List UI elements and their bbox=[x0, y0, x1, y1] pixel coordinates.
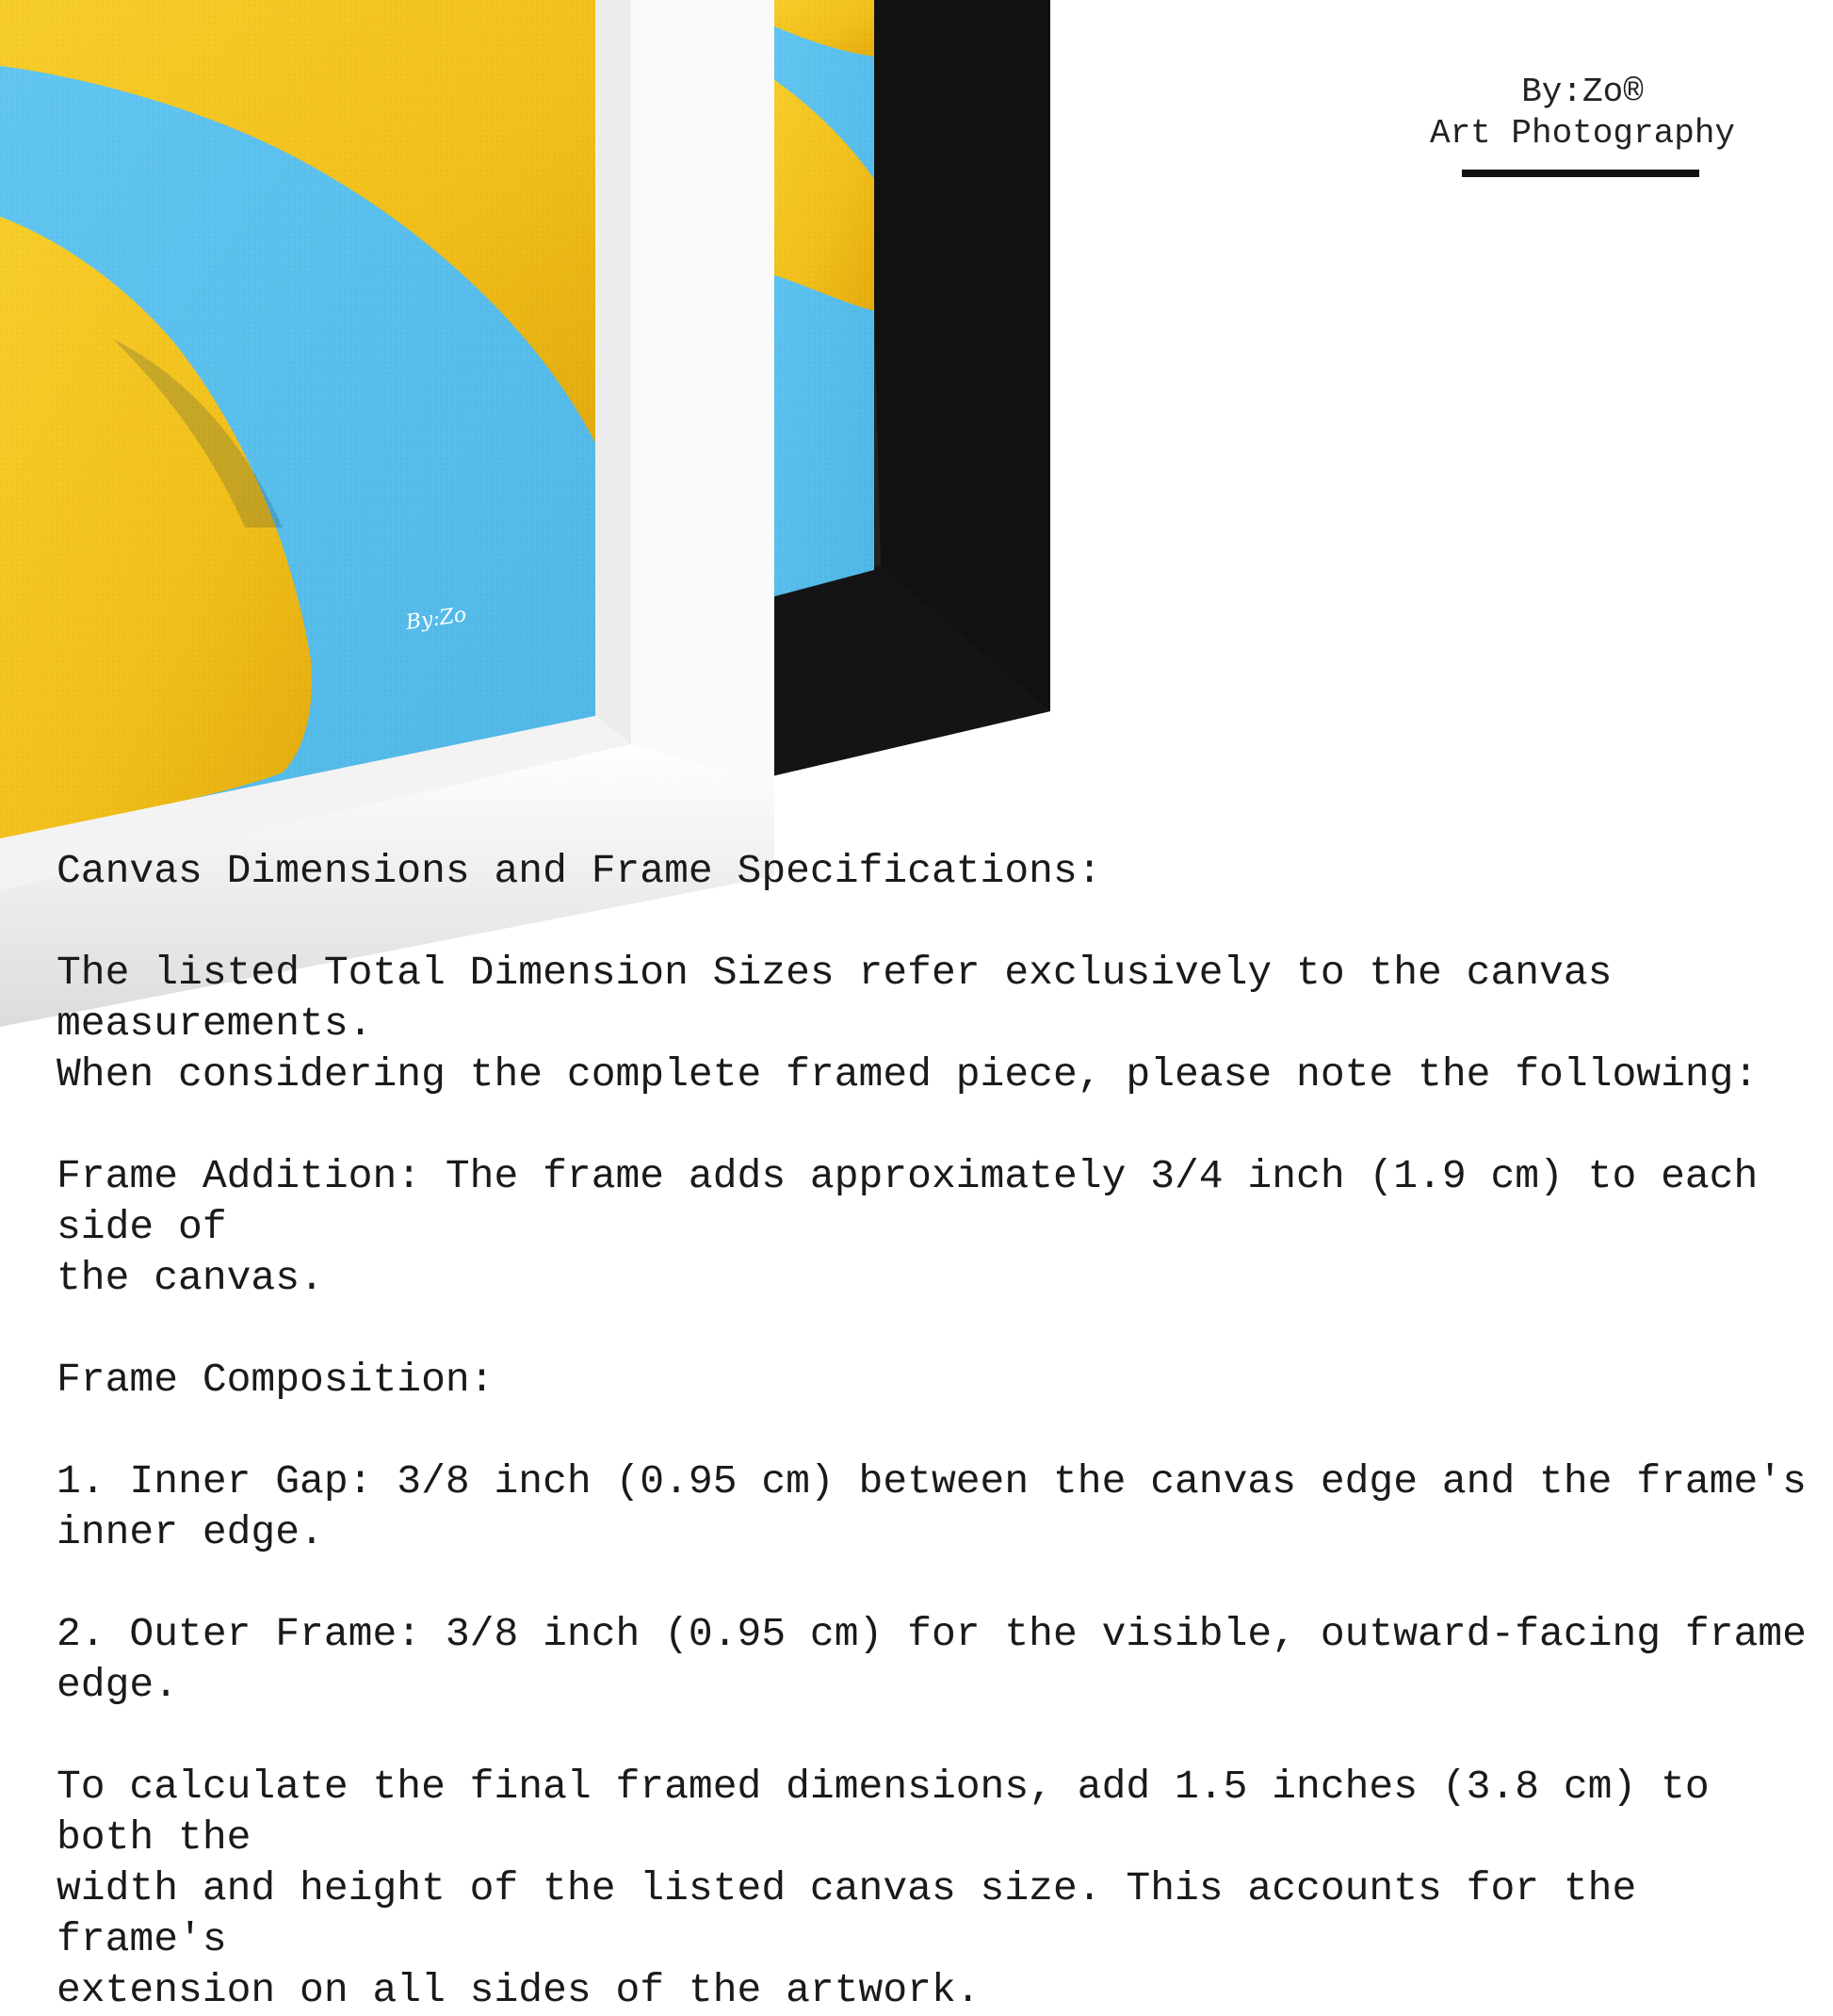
inner-gap-line-1: 1. Inner Gap: 3/8 inch (0.95 cm) between the canvas edge and the frame's bbox=[57, 1458, 1807, 1504]
specs-heading: Canvas Dimensions and Frame Specifications: bbox=[57, 848, 1102, 894]
specs-intro-line-2: When considering the complete framed piece, please note the following: bbox=[57, 1051, 1759, 1097]
specs-intro-line-1: The listed Total Dimension Sizes refer exclusively to the canvas measurements. bbox=[57, 950, 1613, 1047]
specifications-text bbox=[57, 846, 1818, 2016]
brand-logo bbox=[1394, 72, 1771, 154]
calculation-line-3: extension on all sides of the artwork. bbox=[57, 1967, 981, 2013]
frame-addition-line-2: the canvas. bbox=[57, 1255, 324, 1301]
white-frame-canvas bbox=[0, 0, 595, 838]
frame-addition-line-1: Frame Addition: The frame adds approximately 3/4 inch (1.9 cm) to each side of bbox=[57, 1153, 1759, 1250]
calculation-line-2: width and height of the listed canvas size. This accounts for the frame's bbox=[57, 1865, 1637, 1962]
outer-frame-line: 2. Outer Frame: 3/8 inch (0.95 cm) for the visible, outward-facing frame edge. bbox=[57, 1611, 1807, 1708]
artist-signature: By:Zo bbox=[404, 603, 468, 635]
frame-composition-heading: Frame Composition: bbox=[57, 1357, 495, 1403]
calculation-line-1: To calculate the final framed dimensions, add 1.5 inches (3.8 cm) to both the bbox=[57, 1764, 1710, 1861]
inner-gap-line-2: inner edge. bbox=[57, 1509, 324, 1555]
brand-name: By:Zo® bbox=[1521, 73, 1644, 111]
black-frame-canvas bbox=[768, 0, 874, 598]
brand-underline bbox=[1462, 170, 1699, 177]
brand-tagline: Art Photography bbox=[1429, 114, 1736, 153]
